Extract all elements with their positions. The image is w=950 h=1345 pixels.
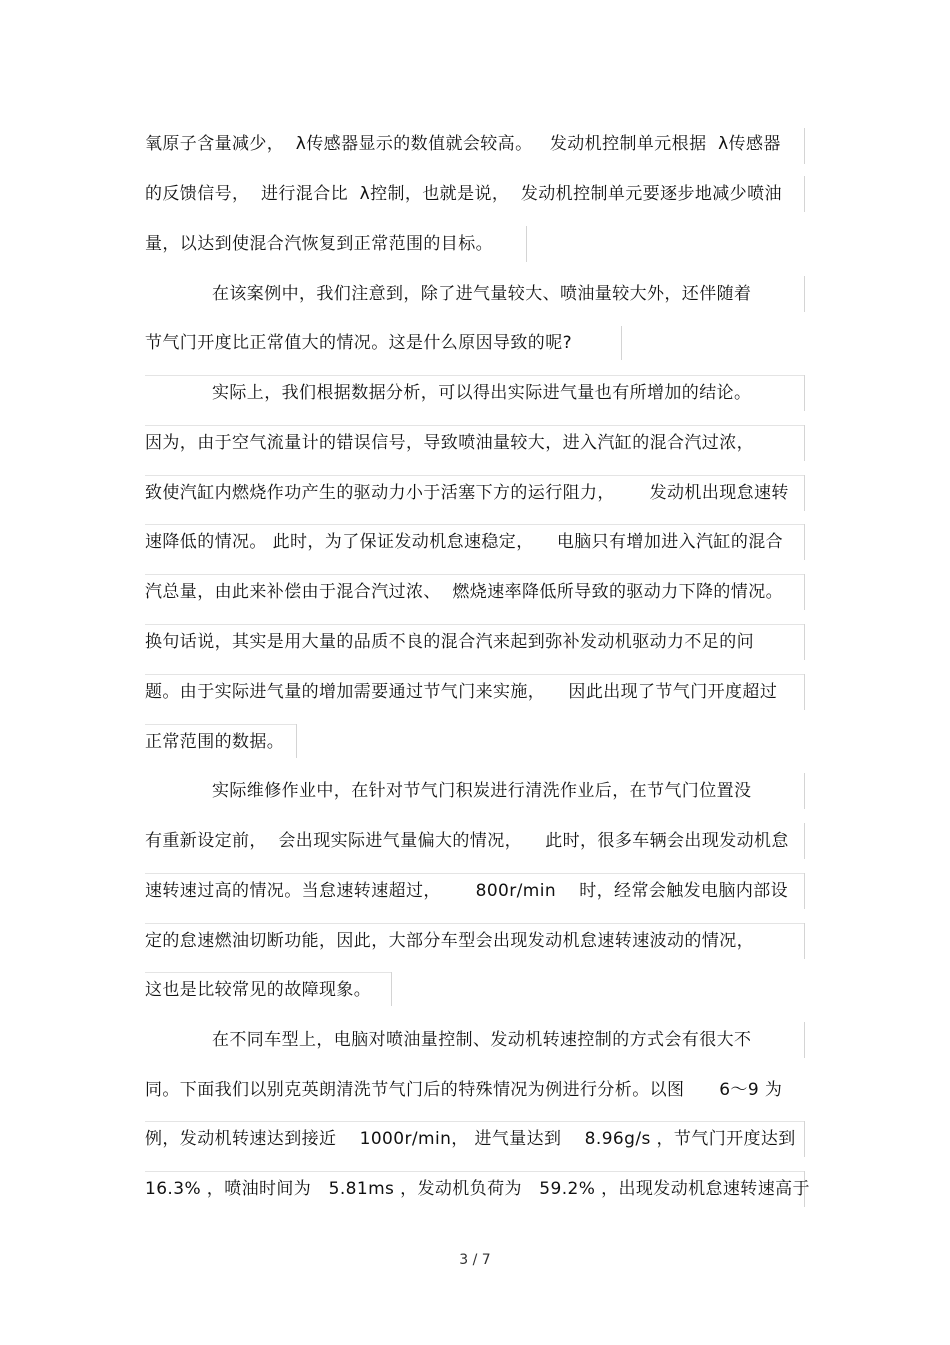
rule-line bbox=[145, 574, 805, 575]
body-text-line: 同。下面我们以别克英朗清洗节气门后的特殊情况为例进行分析。以图 6～9 为 bbox=[145, 1080, 783, 1100]
body-text-line: 量，以达到使混合汽恢复到正常范围的目标。 bbox=[145, 234, 493, 254]
rule-line bbox=[145, 375, 805, 376]
rule-line bbox=[145, 1121, 805, 1122]
rule-line bbox=[145, 524, 805, 525]
body-text-line: 定的怠速燃油切断功能，因此，大部分车型会出现发动机怠速转速波动的情况， bbox=[145, 931, 754, 951]
rule-line bbox=[804, 773, 805, 809]
body-text-line: 致使汽缸内燃烧作功产生的驱动力小于活塞下方的运行阻力， 发动机出现怠速转 bbox=[145, 483, 789, 503]
rule-line bbox=[804, 923, 805, 959]
rule-line bbox=[804, 475, 805, 511]
rule-line bbox=[804, 873, 805, 909]
body-text-line: 汽总量，由此来补偿由于混合汽过浓、 燃烧速率降低所导致的驱动力下降的情况。 bbox=[145, 582, 784, 602]
body-text-line: 换句话说，其实是用大量的品质不良的混合汽来起到弥补发动机驱动力不足的问 bbox=[145, 632, 754, 652]
rule-line bbox=[804, 574, 805, 610]
body-text-line: 因为，由于空气流量计的错误信号，导致喷油量较大，进入汽缸的混合汽过浓， bbox=[145, 433, 754, 453]
rule-line bbox=[391, 972, 392, 1006]
rule-line bbox=[804, 524, 805, 560]
rule-line bbox=[804, 1121, 805, 1157]
body-text-line: 节气门开度比正常值大的情况。这是什么原因导致的呢? bbox=[145, 333, 573, 353]
body-text-line: 例，发动机转速达到接近 1000r/min， 进气量达到 8.96g/s ，节气门开度达到 bbox=[145, 1129, 796, 1149]
rule-line bbox=[804, 425, 805, 461]
paragraph-first-line: 在该案例中，我们注意到，除了进气量较大、喷油量较大外，还伴随着 bbox=[212, 284, 752, 304]
body-text-line: 16.3% ，喷油时间为 5.81ms ，发动机负荷为 59.2% ，出现发动机怠速转速高于 bbox=[145, 1179, 810, 1199]
rule-line bbox=[804, 128, 805, 164]
page-number: 3 / 7 bbox=[459, 1252, 491, 1268]
rule-line bbox=[296, 724, 297, 758]
paragraph-first-line: 实际维修作业中，在针对节气门积炭进行清洗作业后，在节气门位置没 bbox=[212, 781, 752, 801]
paragraph-first-line: 实际上，我们根据数据分析，可以得出实际进气量也有所增加的结论。 bbox=[212, 383, 752, 403]
rule-line bbox=[804, 176, 805, 212]
rule-line bbox=[804, 624, 805, 660]
rule-line bbox=[145, 1171, 805, 1172]
body-text-line: 正常范围的数据。 bbox=[145, 732, 285, 752]
rule-line bbox=[804, 674, 805, 710]
body-text-line: 速降低的情况。 此时，为了保证发动机怠速稳定， 电脑只有增加进入汽缸的混合 bbox=[145, 532, 784, 552]
rule-line bbox=[145, 624, 805, 625]
paragraph-first-line: 在不同车型上，电脑对喷油量控制、发动机转速控制的方式会有很大不 bbox=[212, 1030, 752, 1050]
rule-line bbox=[145, 724, 297, 725]
rule-line bbox=[804, 823, 805, 859]
rule-line bbox=[804, 1022, 805, 1058]
rule-line bbox=[804, 276, 805, 312]
body-text-line: 这也是比较常见的故障现象。 bbox=[145, 980, 372, 1000]
rule-line bbox=[145, 475, 805, 476]
rule-line bbox=[145, 923, 805, 924]
rule-line bbox=[526, 226, 527, 262]
rule-line bbox=[621, 326, 622, 360]
body-text-line: 题。由于实际进气量的增加需要通过节气门来实施， 因此出现了节气门开度超过 bbox=[145, 682, 778, 702]
rule-line bbox=[145, 674, 805, 675]
body-text-line: 氧原子含量减少， λ传感器显示的数值就会较高。 发动机控制单元根据 λ传感器 bbox=[145, 134, 781, 154]
body-text-line: 速转速过高的情况。当怠速转速超过， 800r/min 时，经常会触发电脑内部设 bbox=[145, 881, 789, 901]
body-text-line: 有重新设定前， 会出现实际进气量偏大的情况， 此时，很多车辆会出现发动机怠 bbox=[145, 831, 789, 851]
rule-line bbox=[145, 873, 805, 874]
body-text-line: 的反馈信号， 进行混合比 λ控制，也就是说， 发动机控制单元要逐步地减少喷油 bbox=[145, 184, 782, 204]
rule-line bbox=[804, 375, 805, 411]
rule-line bbox=[145, 425, 805, 426]
rule-line bbox=[145, 972, 392, 973]
